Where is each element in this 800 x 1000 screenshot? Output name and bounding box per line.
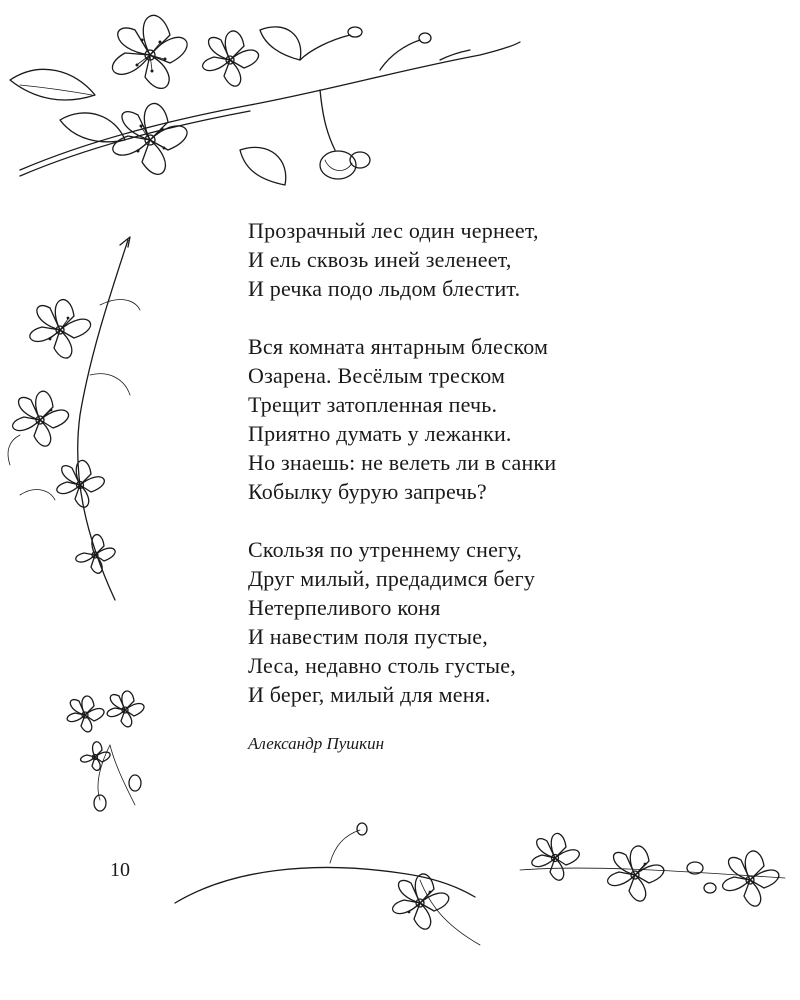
poem-line: Нетерпеливого коня — [248, 595, 441, 620]
bottom-right-blossom-illustration — [515, 820, 795, 930]
poem — [248, 216, 748, 738]
poem-line: Трещит затопленная печь. — [248, 392, 498, 417]
bottom-blossom-twig-illustration — [170, 825, 490, 955]
small-blossom-cluster-illustration — [55, 685, 165, 815]
stanza-2 — [248, 332, 748, 506]
poem-line: Скользя по утреннему снегу, — [248, 537, 522, 562]
poem-line: И ель сквозь иней зеленеет, — [248, 247, 512, 272]
stanza-1 — [248, 216, 748, 303]
poem-line: Но знаешь: не велеть ли в санки — [248, 450, 557, 475]
poem-line: Леса, недавно столь густые, — [248, 653, 516, 678]
poem-line: И навестим поля пустые, — [248, 624, 488, 649]
poem-line: Приятно думать у лежанки. — [248, 421, 512, 446]
poem-line: Кобылку бурую запречь? — [248, 479, 487, 504]
poem-line: Вся комната янтарным блеском — [248, 334, 549, 359]
poem-line: Прозрачный лес один чернеет, — [248, 218, 539, 243]
left-blossom-sprig-illustration — [0, 235, 160, 605]
stanza-3 — [248, 535, 748, 709]
poem-line: Озарена. Весёлым треском — [248, 363, 506, 388]
poem-line: И речка подо льдом блестит. — [248, 276, 521, 301]
top-blossom-branch-illustration — [0, 0, 520, 220]
author-signature: Александр Пушкин — [248, 734, 384, 753]
poem-line: Друг милый, предадимся бегу — [248, 566, 536, 591]
page-number: 10 — [110, 859, 130, 881]
poem-line: И берег, милый для меня. — [248, 682, 491, 707]
